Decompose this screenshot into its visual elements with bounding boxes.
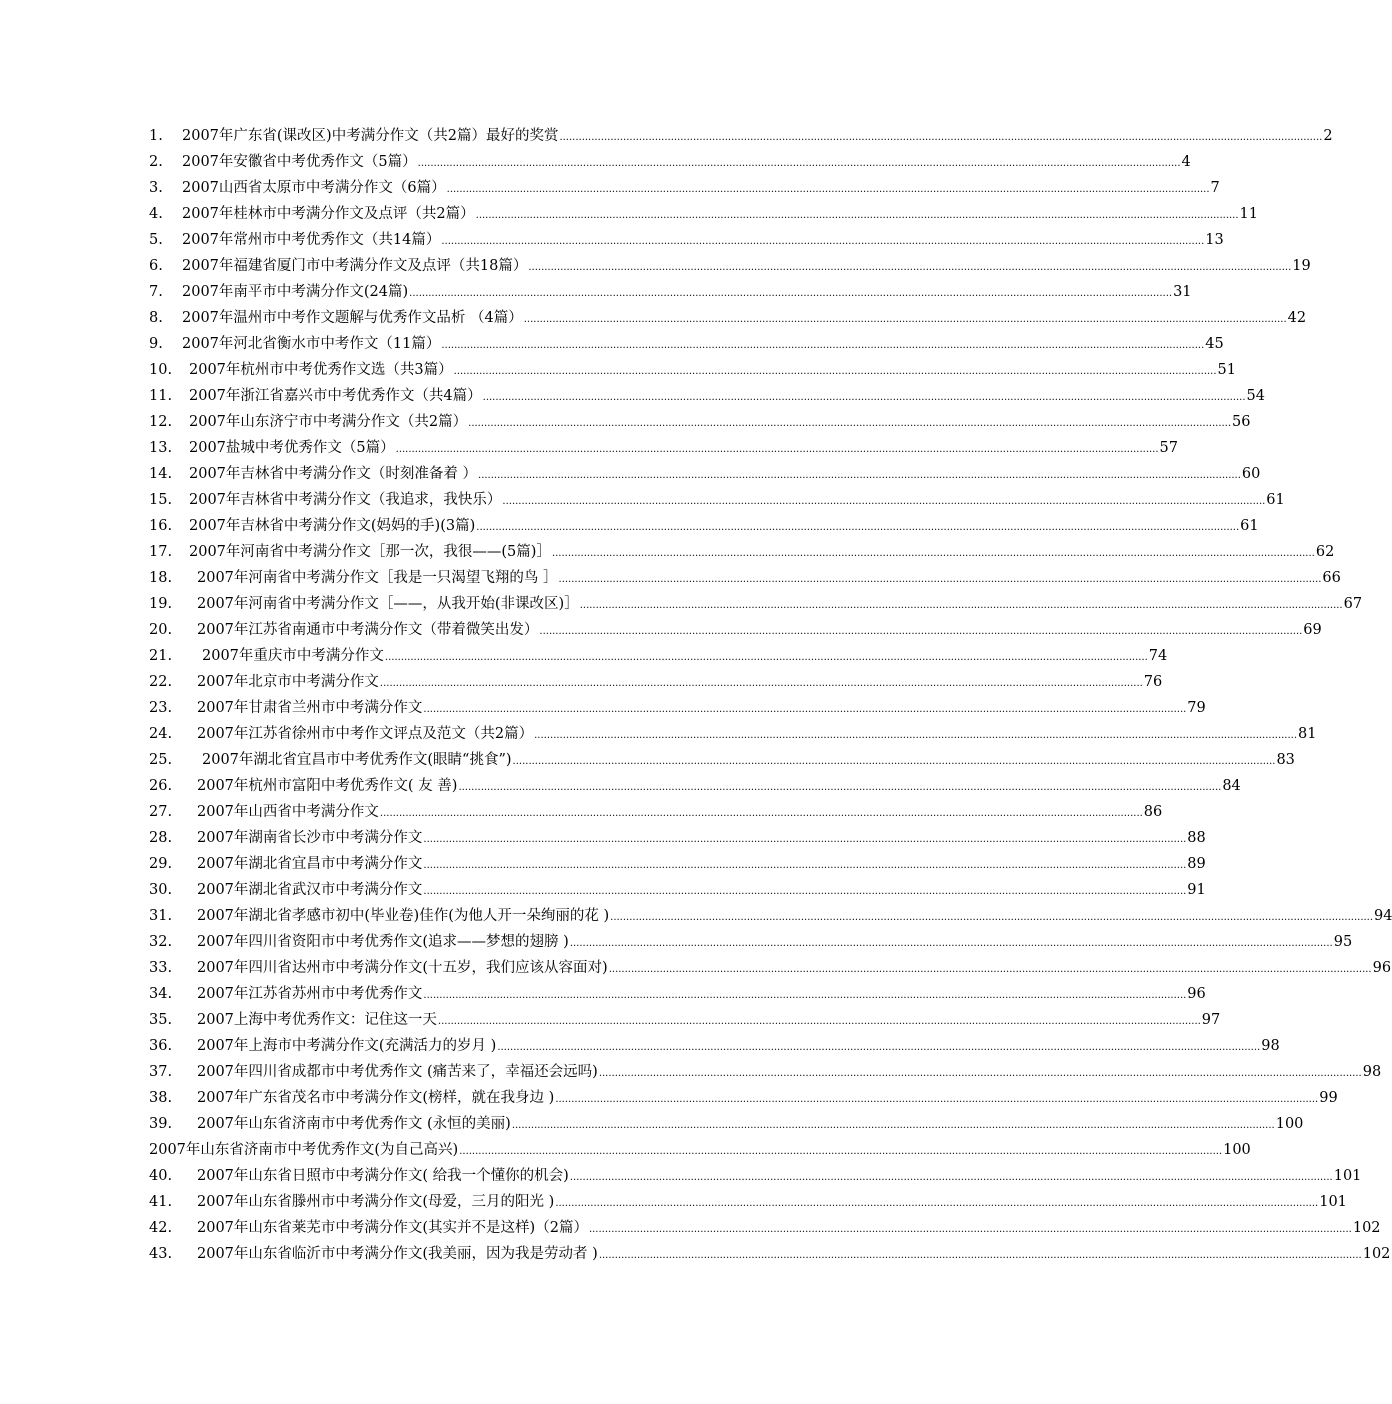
toc-entry-number: 32. (149, 934, 173, 950)
toc-entry[interactable] (149, 487, 1285, 513)
toc-entry-page-number: 98 (1261, 1038, 1280, 1054)
dot-leader (441, 333, 1204, 359)
toc-entry[interactable] (149, 1241, 1391, 1267)
dot-leader (599, 1061, 1362, 1087)
toc-entry-title: 2007年四川省资阳市中考优秀作文(追求——梦想的翅膀 ) (197, 934, 569, 950)
toc-entry-title: 2007年南平市中考满分作文(24篇) (182, 284, 409, 300)
dot-leader (609, 957, 1372, 983)
toc-entry-number: 25. (149, 752, 173, 768)
toc-entry-title: 2007年温州市中考作文题解与优秀作文品析 （4篇） (182, 310, 523, 326)
toc-entry-page-number: 83 (1276, 752, 1295, 768)
toc-entry[interactable] (149, 201, 1258, 227)
dot-leader (555, 1191, 1318, 1217)
toc-entry[interactable] (149, 851, 1206, 877)
toc-entry[interactable] (149, 981, 1206, 1007)
dot-leader (423, 827, 1186, 853)
toc-entry-page-number: 81 (1298, 726, 1317, 742)
toc-entry-page-number: 4 (1181, 154, 1191, 170)
toc-entry-number: 18. (149, 570, 173, 586)
toc-entry-title: 2007年江苏省南通市中考满分作文（带着微笑出发） (197, 622, 539, 638)
toc-entry-title: 2007年常州市中考优秀作文（共14篇） (182, 232, 441, 248)
toc-entry-number: 43. (149, 1246, 173, 1262)
toc-entry-title: 2007年江苏省苏州市中考优秀作文 (197, 986, 423, 1002)
dot-leader (476, 515, 1239, 541)
toc-entry[interactable] (149, 877, 1206, 903)
toc-entry-page-number: 66 (1322, 570, 1341, 586)
toc-entry-page-number: 94 (1374, 908, 1392, 924)
toc-entry-title: 2007年广东省茂名市中考满分作文(榜样，就在我身边 ) (197, 1090, 555, 1106)
toc-entry-title: 2007年福建省厦门市中考满分作文及点评（共18篇） (182, 258, 528, 274)
toc-entry-title: 2007年桂林市中考满分作文及点评（共2篇） (182, 206, 475, 222)
toc-entry-page-number: 57 (1159, 440, 1178, 456)
toc-entry-page-number: 101 (1333, 1168, 1362, 1184)
toc-entry-title: 2007年湖北省宜昌市中考满分作文 (197, 856, 423, 872)
toc-entry-title: 2007年江苏省徐州市中考作文评点及范文（共2篇） (197, 726, 534, 742)
toc-entry-number: 26. (149, 778, 173, 794)
toc-entry[interactable] (149, 1033, 1280, 1059)
toc-entry-title: 2007年甘肃省兰州市中考满分作文 (197, 700, 423, 716)
toc-entry-page-number: 69 (1303, 622, 1322, 638)
toc-entry-number: 21. (149, 648, 173, 664)
toc-entry-number: 7. (149, 284, 163, 300)
toc-entry[interactable] (149, 305, 1307, 331)
toc-entry-number: 24. (149, 726, 173, 742)
dot-leader (599, 1243, 1362, 1269)
toc-entry-title: 2007年杭州市富阳中考优秀作文( 友 善) (197, 778, 458, 794)
toc-entry-number: 15. (149, 492, 173, 508)
toc-entry-page-number: 60 (1241, 466, 1261, 482)
toc-entry-number: 39. (149, 1116, 173, 1132)
dot-leader (512, 1113, 1275, 1139)
toc-entry-number: 33. (149, 960, 173, 976)
toc-entry-number: 35. (149, 1012, 173, 1028)
toc-entry-title: 2007年山东省日照市中考满分作文( 给我一个懂你的机会) (197, 1168, 569, 1184)
toc-entry-title: 2007年山东省济南市中考优秀作文(为自己高兴) (149, 1142, 459, 1158)
toc-entry[interactable] (149, 1163, 1362, 1189)
dot-leader (447, 177, 1210, 203)
toc-entry-title: 2007年吉林省中考满分作文（我追求，我快乐） (189, 492, 502, 508)
dot-leader (454, 359, 1217, 385)
toc-entry-title: 2007年上海市中考满分作文(充满活力的岁月 ) (197, 1038, 497, 1054)
toc-entry-number: 36. (149, 1038, 173, 1054)
toc-entry-number: 1. (149, 128, 163, 144)
toc-entry[interactable] (149, 175, 1220, 201)
toc-entry[interactable] (149, 149, 1191, 175)
dot-leader (478, 463, 1241, 489)
toc-entry-page-number: 54 (1246, 388, 1265, 404)
toc-entry-number: 20. (149, 622, 173, 638)
dot-leader (423, 697, 1186, 723)
toc-entry-title: 2007年山东济宁市中考满分作文（共2篇） (189, 414, 468, 430)
toc-entry-page-number: 101 (1319, 1194, 1347, 1210)
dot-leader (476, 203, 1239, 229)
toc-entry-number: 34. (149, 986, 173, 1002)
toc-entry-page-number: 51 (1217, 362, 1236, 378)
toc-entry-number: 12. (149, 414, 173, 430)
toc-entry[interactable] (149, 825, 1206, 851)
toc-entry-page-number: 62 (1315, 544, 1335, 560)
dot-leader (610, 905, 1373, 931)
toc-entry-page-number: 11 (1239, 206, 1258, 222)
toc-entry-title: 2007年山东省临沂市中考满分作文(我美丽，因为我是劳动者 ) (197, 1246, 598, 1262)
dot-leader (459, 1139, 1222, 1165)
dot-leader (580, 593, 1343, 619)
dot-leader (438, 1009, 1201, 1035)
toc-entry[interactable] (149, 279, 1192, 305)
toc-entry-title: 2007年吉林省中考满分作文（时刻准备着 ） (189, 466, 478, 482)
toc-entry[interactable] (149, 1059, 1382, 1085)
dot-leader (458, 775, 1221, 801)
toc-entry-number: 41. (149, 1194, 173, 1210)
toc-entry-title: 2007年四川省成都市中考优秀作文 (痛苦来了，幸福还会远吗) (197, 1064, 598, 1080)
toc-entry-title: 2007年安徽省中考优秀作文（5篇） (182, 154, 417, 170)
toc-entry-page-number: 2 (1323, 128, 1333, 144)
toc-entry-page-number: 96 (1372, 960, 1392, 976)
dot-leader (539, 619, 1302, 645)
toc-entry[interactable] (149, 1007, 1221, 1033)
toc-entry-number: 29. (149, 856, 173, 872)
toc-entry[interactable] (149, 1111, 1304, 1137)
toc-entry-title: 2007年山东省莱芜市中考满分作文(其实并不是这样)（2篇） (197, 1220, 588, 1236)
toc-entry-number: 28. (149, 830, 173, 846)
toc-entry-title: 2007年浙江省嘉兴市中考优秀作文（共4篇） (189, 388, 482, 404)
toc-entry[interactable] (149, 747, 1295, 773)
dot-leader (423, 879, 1186, 905)
toc-entry-title: 2007年山东省济南市中考优秀作文 (永恒的美丽) (197, 1116, 511, 1132)
toc-entry-page-number: 31 (1173, 284, 1192, 300)
toc-entry-page-number: 61 (1240, 518, 1259, 534)
toc-entry-title: 2007年四川省达州市中考满分作文(十五岁，我们应该从容面对) (197, 960, 608, 976)
toc-entry[interactable] (149, 565, 1341, 591)
toc-entry-number: 11. (149, 388, 173, 404)
toc-entry[interactable] (149, 929, 1353, 955)
toc-entry-title: 2007年吉林省中考满分作文(妈妈的手)(3篇) (189, 518, 476, 534)
toc-entry[interactable] (149, 1085, 1338, 1111)
toc-entry[interactable] (149, 409, 1251, 435)
dot-leader (524, 307, 1287, 333)
toc-entry[interactable] (149, 1189, 1347, 1215)
dot-leader (497, 1035, 1260, 1061)
toc-entry-number: 37. (149, 1064, 173, 1080)
toc-entry-number: 10. (149, 362, 173, 378)
toc-entry-number: 2. (149, 154, 163, 170)
toc-entry[interactable] (149, 955, 1392, 981)
toc-entry-title: 2007年湖北省宜昌市中考优秀作文(眼睛“挑食”) (202, 752, 512, 768)
toc-entry-number: 16. (149, 518, 173, 534)
toc-entry-title: 2007年北京市中考满分作文 (197, 674, 379, 690)
toc-entry-number: 40. (149, 1168, 173, 1184)
dot-leader (528, 255, 1291, 281)
toc-entry-title: 2007年河南省中考满分作文［——，从我开始(非课改区)］ (197, 596, 579, 612)
dot-leader (570, 1165, 1333, 1191)
toc-entry-page-number: 61 (1266, 492, 1285, 508)
toc-entry-title: 2007盐城中考优秀作文（5篇） (189, 440, 395, 456)
toc-entry-page-number: 19 (1292, 258, 1311, 274)
toc-entry[interactable] (149, 435, 1178, 461)
toc-entry-page-number: 95 (1333, 934, 1353, 950)
toc-entry-page-number: 86 (1143, 804, 1163, 820)
dot-leader (534, 723, 1297, 749)
toc-entry[interactable] (149, 461, 1261, 487)
toc-entry-number: 13. (149, 440, 173, 456)
toc-entry-number: 19. (149, 596, 173, 612)
toc-entry-page-number: 7 (1210, 180, 1220, 196)
toc-entry-page-number: 97 (1201, 1012, 1221, 1028)
toc-entry-page-number: 98 (1362, 1064, 1382, 1080)
toc-entry[interactable] (149, 539, 1335, 565)
toc-entry-page-number: 67 (1343, 596, 1363, 612)
dot-leader (483, 385, 1246, 411)
toc-entry-title: 2007年山东省滕州市中考满分作文(母爱，三月的阳光 ) (197, 1194, 555, 1210)
toc-entry-number: 42. (149, 1220, 173, 1236)
toc-entry-number: 31. (149, 908, 173, 924)
dot-leader (380, 671, 1143, 697)
toc-entry-page-number: 99 (1319, 1090, 1338, 1106)
toc-entry-page-number: 79 (1187, 700, 1206, 716)
toc-entry-number: 9. (149, 336, 163, 352)
toc-entry-number: 30. (149, 882, 173, 898)
toc-entry[interactable] (149, 357, 1236, 383)
toc-entry-page-number: 102 (1362, 1246, 1391, 1262)
toc-entry[interactable] (149, 513, 1259, 539)
toc-entry-page-number: 100 (1223, 1142, 1251, 1158)
toc-entry-title: 2007山西省太原市中考满分作文（6篇） (182, 180, 446, 196)
toc-entry[interactable] (149, 773, 1241, 799)
dot-leader (409, 281, 1172, 307)
toc-entry-number: 6. (149, 258, 163, 274)
toc-entry-title: 2007上海中考优秀作文：记住这一天 (197, 1012, 437, 1028)
dot-leader (396, 437, 1159, 463)
toc-entry-page-number: 56 (1232, 414, 1251, 430)
toc-entry-page-number: 96 (1187, 986, 1206, 1002)
toc-entry-number: 23. (149, 700, 173, 716)
toc-entry-page-number: 91 (1187, 882, 1206, 898)
toc-entry-page-number: 100 (1275, 1116, 1304, 1132)
toc-entry[interactable] (149, 721, 1317, 747)
dot-leader (552, 541, 1315, 567)
toc-entry-page-number: 76 (1143, 674, 1163, 690)
toc-entry-page-number: 84 (1222, 778, 1241, 794)
toc-entry-title: 2007年河北省衡水市中考作文（11篇） (182, 336, 441, 352)
toc-entry[interactable] (149, 617, 1322, 643)
dot-leader (555, 1087, 1318, 1113)
toc-entry[interactable] (149, 383, 1265, 409)
toc-entry[interactable] (149, 643, 1168, 669)
table-of-contents (149, 123, 1392, 1267)
toc-entry[interactable] (149, 695, 1206, 721)
dot-leader (559, 125, 1322, 151)
toc-entry-number: 4. (149, 206, 163, 222)
toc-entry[interactable] (149, 123, 1333, 149)
toc-entry-title: 2007年重庆市中考满分作文 (202, 648, 384, 664)
toc-entry[interactable] (149, 903, 1392, 929)
toc-entry[interactable] (149, 799, 1163, 825)
toc-entry-page-number: 45 (1205, 336, 1224, 352)
toc-entry[interactable] (149, 253, 1311, 279)
toc-entry-page-number: 89 (1187, 856, 1206, 872)
toc-entry-page-number: 42 (1287, 310, 1307, 326)
toc-entry-number: 22. (149, 674, 173, 690)
toc-entry-title: 2007年湖北省武汉市中考满分作文 (197, 882, 423, 898)
toc-entry-title: 2007年广东省(课改区)中考满分作文（共2篇）最好的奖赏 (182, 128, 559, 144)
toc-entry-number: 27. (149, 804, 173, 820)
dot-leader (423, 983, 1186, 1009)
toc-entry-number: 14. (149, 466, 173, 482)
toc-entry-page-number: 13 (1205, 232, 1224, 248)
dot-leader (513, 749, 1276, 775)
toc-entry-number: 17. (149, 544, 173, 560)
toc-entry[interactable] (149, 331, 1224, 357)
dot-leader (502, 489, 1265, 515)
dot-leader (423, 853, 1186, 879)
toc-entry[interactable] (149, 227, 1224, 253)
toc-entry-number: 5. (149, 232, 163, 248)
toc-entry-title: 2007年杭州市中考优秀作文选（共3篇） (189, 362, 453, 378)
dot-leader (385, 645, 1148, 671)
toc-entry-page-number: 102 (1352, 1220, 1381, 1236)
dot-leader (468, 411, 1231, 437)
toc-entry[interactable] (149, 1137, 1251, 1163)
dot-leader (441, 229, 1204, 255)
toc-entry[interactable] (149, 669, 1163, 695)
dot-leader (418, 151, 1181, 177)
toc-entry-page-number: 88 (1187, 830, 1206, 846)
toc-entry-title: 2007年湖北省孝感市初中(毕业卷)佳作(为他人开一朵绚丽的花 ) (197, 908, 610, 924)
toc-entry[interactable] (149, 1215, 1381, 1241)
dot-leader (559, 567, 1322, 593)
toc-entry-title: 2007年河南省中考满分作文［那一次，我很——(5篇)］ (189, 544, 551, 560)
toc-entry-number: 38. (149, 1090, 173, 1106)
toc-entry-number: 3. (149, 180, 163, 196)
toc-entry-title: 2007年河南省中考满分作文［我是一只渴望飞翔的鸟 ］ (197, 570, 558, 586)
toc-entry-page-number: 74 (1148, 648, 1168, 664)
toc-entry-title: 2007年湖南省长沙市中考满分作文 (197, 830, 423, 846)
dot-leader (589, 1217, 1352, 1243)
dot-leader (380, 801, 1143, 827)
toc-entry-number: 8. (149, 310, 163, 326)
toc-entry-title: 2007年山西省中考满分作文 (197, 804, 379, 820)
dot-leader (570, 931, 1333, 957)
toc-entry[interactable] (149, 591, 1363, 617)
